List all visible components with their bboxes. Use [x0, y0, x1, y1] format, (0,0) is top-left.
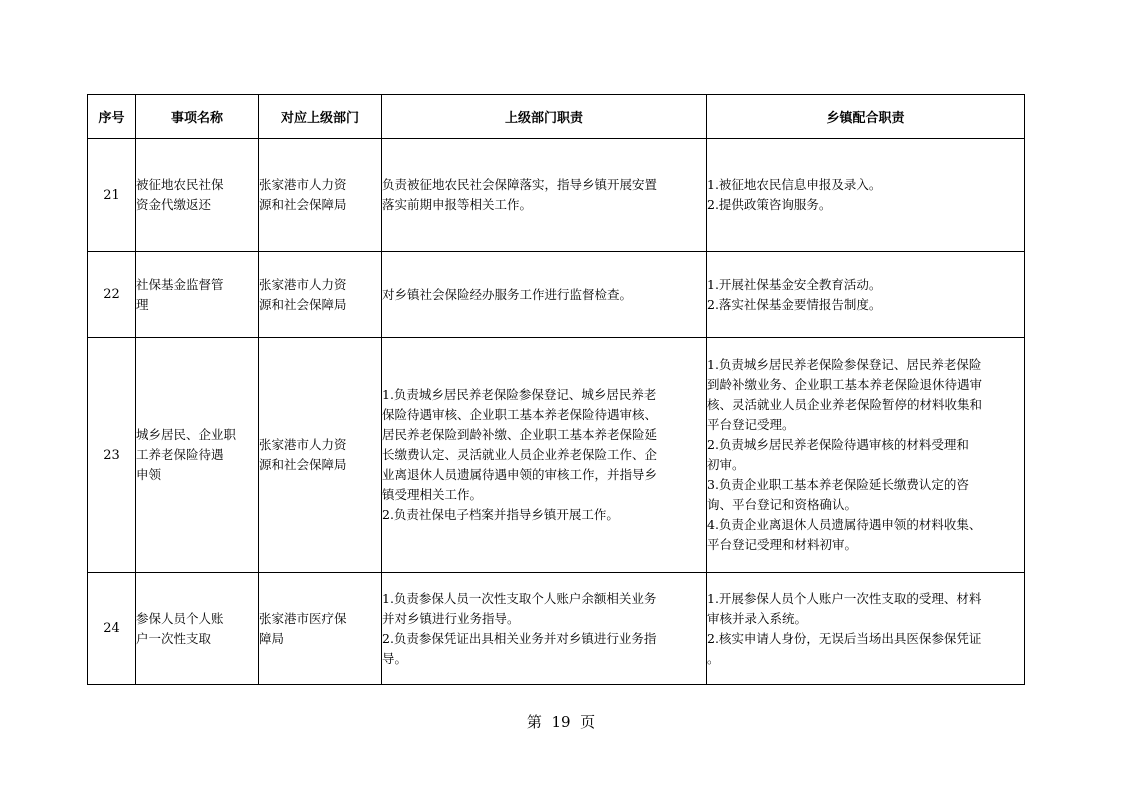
town-duty-line: 2.提供政策咨询服务。 [707, 197, 832, 212]
upper-duty-line: 2.负责参保凭证出具相关业务并对乡镇进行业务指 [382, 630, 657, 646]
item-name-line: 理 [136, 296, 149, 312]
header-upper-duty: 上级部门职责 [382, 95, 707, 139]
town-duty-cell [707, 338, 1025, 573]
upper-duty-line: 镇受理相关工作。 [382, 487, 483, 502]
upper-duty-cell [382, 139, 707, 252]
town-duty-line: 初审。 [707, 457, 745, 472]
row-number: 23 [88, 338, 136, 573]
table-row [88, 338, 1025, 573]
town-duty-line: 4.负责企业离退休人员遗属待遇申领的材料收集、 [707, 517, 982, 532]
dept-line: 张家港市人力资 [259, 177, 347, 192]
table-row [88, 139, 1025, 252]
item-name-cell [136, 338, 259, 573]
dept-cell [259, 338, 382, 573]
upper-duty-line: 落实前期申报等相关工作。 [382, 197, 533, 212]
upper-duty-cell [382, 573, 707, 685]
dept-line: 张家港市人力资 [259, 276, 347, 292]
item-name-line: 资金代缴返还 [136, 197, 212, 212]
town-duty-cell [707, 139, 1025, 252]
dept-cell [259, 139, 382, 252]
town-duty-cell [707, 573, 1025, 685]
upper-duty-line: 导。 [382, 650, 408, 666]
item-name-line: 申领 [136, 467, 162, 482]
dept-line: 张家港市人力资 [259, 437, 347, 452]
town-duty-line: 1.开展社保基金安全教育活动。 [707, 276, 882, 292]
item-name-line: 户一次性支取 [136, 630, 212, 646]
dept-line: 张家港市医疗保 [259, 610, 347, 626]
upper-duty-line: 保险待遇审核、企业职工基本养老保险待遇审核、 [382, 407, 658, 422]
table-row [88, 573, 1025, 685]
dept-line: 源和社会保障局 [259, 197, 347, 212]
item-name-line: 城乡居民、企业职 [136, 427, 237, 442]
upper-duty-line: 负责被征地农民社会保障落实，指导乡镇开展安置 [382, 177, 658, 192]
table-row [88, 252, 1025, 338]
town-duty-line: 询、平台登记和资格确认。 [707, 497, 858, 512]
row-number: 22 [88, 252, 136, 338]
item-name-line: 参保人员个人账 [136, 610, 224, 626]
town-duty-line: 核、灵活就业人员企业养老保险暂停的材料收集和 [707, 397, 983, 412]
upper-duty-line: 1.负责参保人员一次性支取个人账户余额相关业务 [382, 590, 657, 606]
item-name-cell [136, 573, 259, 685]
item-name-line: 被征地农民社保 [136, 177, 224, 192]
upper-duty-line: 长缴费认定、灵活就业人员企业养老保险工作、企 [382, 447, 658, 462]
dept-cell [259, 252, 382, 338]
header-item-name: 事项名称 [136, 95, 259, 139]
upper-duty-line: 2.负责社保电子档案并指导乡镇开展工作。 [382, 507, 619, 522]
upper-duty-line: 对乡镇社会保险经办服务工作进行监督检查。 [382, 286, 633, 302]
dept-line: 障局 [259, 630, 285, 646]
town-duty-line: 平台登记受理。 [707, 417, 795, 432]
item-name-cell [136, 252, 259, 338]
town-duty-line: 平台登记受理和材料初审。 [707, 537, 858, 552]
upper-duty-cell [382, 338, 707, 573]
upper-duty-line: 并对乡镇进行业务指导。 [382, 610, 520, 626]
dept-cell [259, 573, 382, 685]
item-name-cell [136, 139, 259, 252]
header-seq: 序号 [88, 95, 136, 139]
town-duty-line: 1.被征地农民信息申报及录入。 [707, 177, 882, 192]
town-duty-line: 3.负责企业职工基本养老保险延长缴费认定的咨 [707, 477, 969, 492]
header-row [88, 95, 1025, 139]
town-duty-cell [707, 252, 1025, 338]
town-duty-line: 审核并录入系统。 [707, 610, 808, 626]
duty-table [87, 94, 1025, 685]
item-name-line: 社保基金监督管 [136, 276, 224, 292]
upper-duty-line: 居民养老保险到龄补缴、企业职工基本养老保险延 [382, 427, 658, 442]
town-duty-line: 1.负责城乡居民养老保险参保登记、居民养老保险 [707, 357, 982, 372]
upper-duty-cell [382, 252, 707, 338]
upper-duty-line: 业离退休人员遗属待遇申领的审核工作，并指导乡 [382, 467, 658, 482]
dept-line: 源和社会保障局 [259, 296, 347, 312]
town-duty-line: 1.开展参保人员个人账户一次性支取的受理、材料 [707, 590, 982, 606]
town-duty-line: 2.负责城乡居民养老保险待遇审核的材料受理和 [707, 437, 969, 452]
row-number: 24 [88, 573, 136, 685]
row-number: 21 [88, 139, 136, 252]
header-upper-dept: 对应上级部门 [259, 95, 382, 139]
item-name-line: 工养老保险待遇 [136, 447, 224, 462]
upper-duty-line: 1.负责城乡居民养老保险参保登记、城乡居民养老 [382, 387, 657, 402]
town-duty-line: 到龄补缴业务、企业职工基本养老保险退休待遇审 [707, 377, 983, 392]
town-duty-line: 2.核实申请人身份，无误后当场出具医保参保凭证 [707, 630, 982, 646]
page-number: 第 19 页 [526, 713, 596, 731]
header-town-duty: 乡镇配合职责 [707, 95, 1025, 139]
town-duty-line: 。 [707, 650, 720, 666]
dept-line: 源和社会保障局 [259, 457, 347, 472]
town-duty-line: 2.落实社保基金要情报告制度。 [707, 296, 882, 312]
